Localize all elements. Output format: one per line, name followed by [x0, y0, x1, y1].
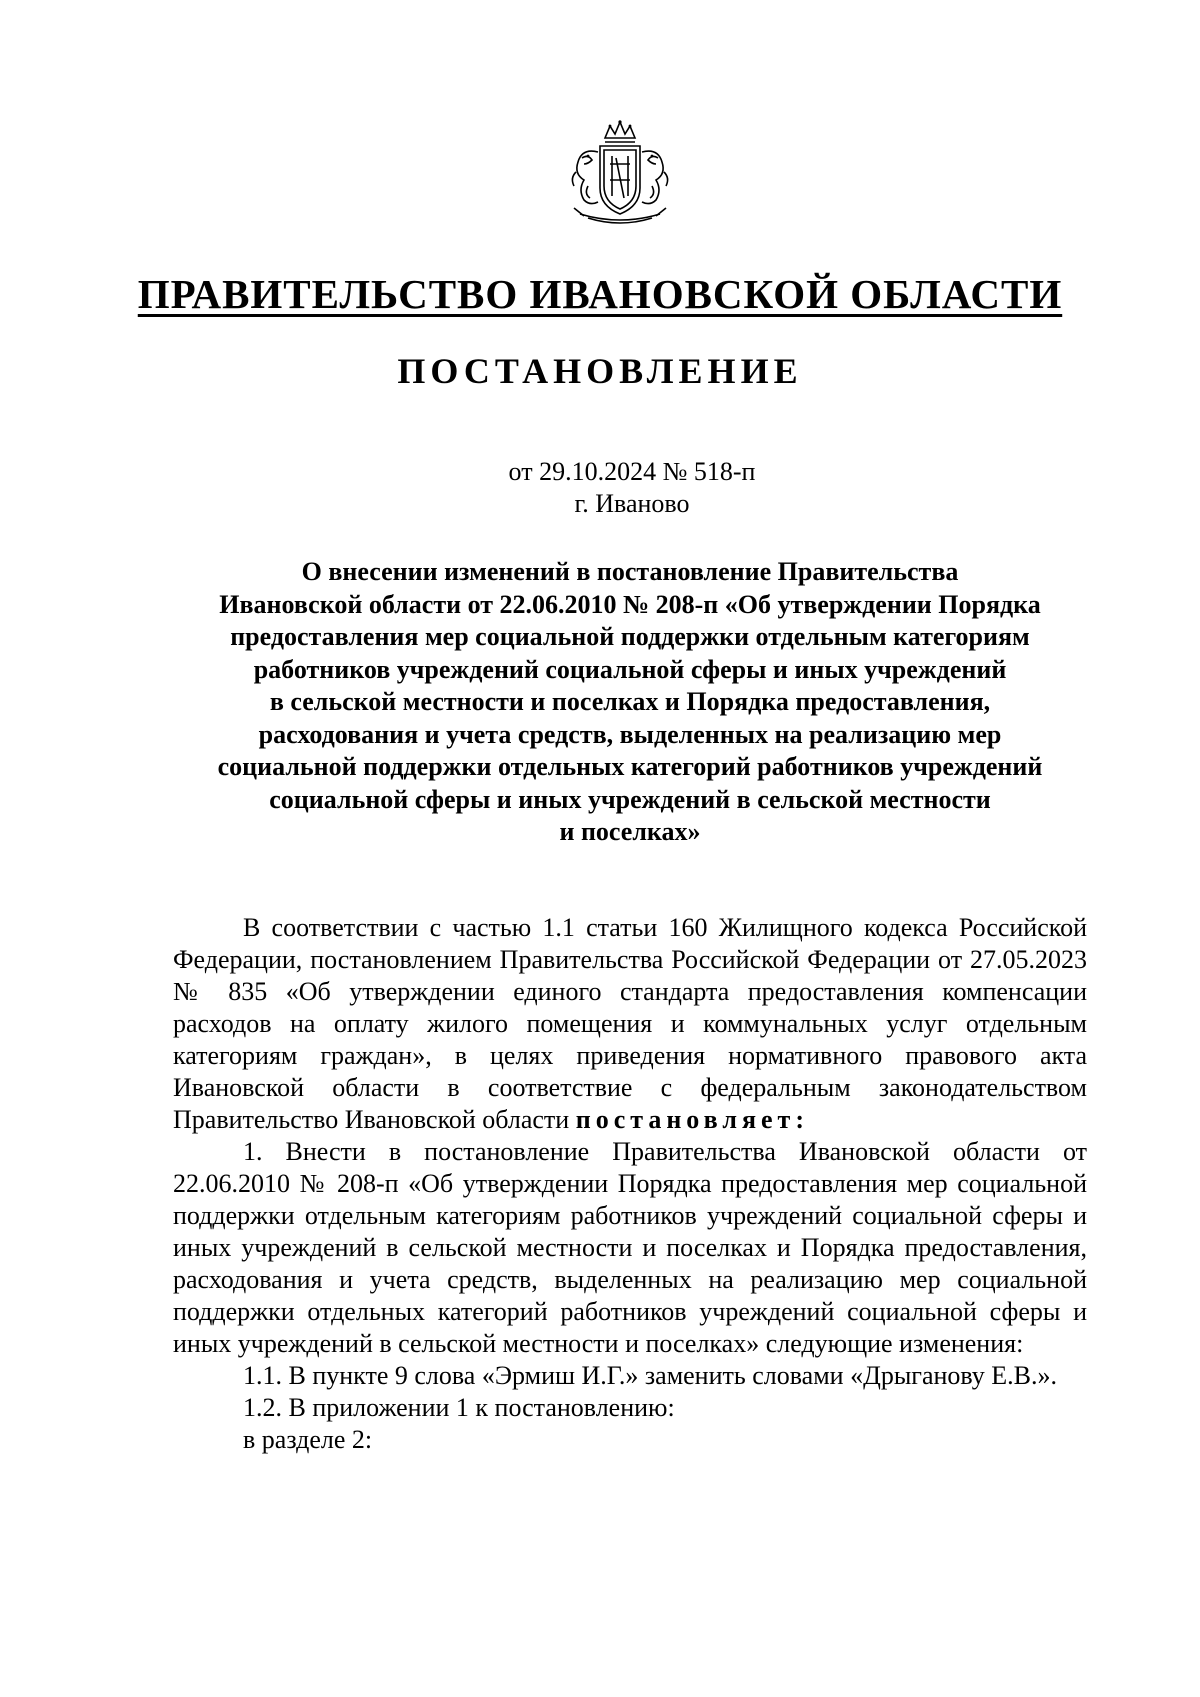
title-line: социальной сферы и иных учреждений в сельской местности: [269, 784, 991, 814]
title-line: работников учреждений социальной сферы и иных учреждений: [253, 654, 1007, 684]
document-title: [170, 556, 1090, 849]
document-body: [173, 912, 1087, 1456]
document-meta: [0, 456, 1200, 520]
title-line: расходования и учета средств, выделенных на реализацию мер: [258, 719, 1002, 749]
title-line: предоставления мер социальной поддержки отдельным категориям: [230, 622, 1030, 651]
resolves-word: постановляет:: [575, 1105, 809, 1134]
title-line: социальной поддержки отдельных категорий работников учреждений: [217, 752, 1043, 781]
section-2: в разделе 2:: [243, 1425, 373, 1454]
date-number: от 29.10.2024 № 518-п: [508, 457, 756, 486]
item-1-1: 1.1. В пункте 9 слова «Эрмиш И.Г.» заменить словами «Дрыганову Е.В.».: [243, 1361, 1058, 1390]
preamble-text: В соответствии с частью 1.1 статьи 160 Жилищного кодекса Российской Федерации, постановлением Правительства Российской Федерации от 27.05.2023 № 835 «Об утверждении единого стандарта предоставления компенсации расходов на оплату жилого помещения и коммунальных услуг отдельным категориям граждан», в целях приведения нормативного правового акта Ивановской области в соответствие с федеральным законодательством Правительство Ивановской области: [173, 913, 1087, 1134]
organization-name: ПРАВИТЕЛЬСТВО ИВАНОВСКОЙ ОБЛАСТИ: [137, 271, 1063, 317]
title-line: в сельской местности и поселках и Порядка предоставления,: [269, 687, 991, 716]
item-1: 1. Внести в постановление Правительства Ивановской области от 22.06.2010 № 208-п «Об утверждении Порядка предоставления мер социальной поддержки отдельным категориям работников учреждений социальной сферы и иных учреждений в сельской местности и поселках и Порядка предоставления, расходования и учета средств, выделенных на реализацию мер социальной поддержки отдельных категорий работников учреждений социальной сферы и иных учреждений в сельской местности и поселках» следующие изменения:: [173, 1137, 1087, 1358]
organization-heading: [0, 270, 1200, 318]
coat-of-arms-icon: [560, 118, 680, 230]
title-line: и поселках»: [559, 817, 701, 846]
item-1-2: 1.2. В приложении 1 к постановлению:: [243, 1393, 675, 1422]
title-line: О внесении изменений в постановление Правительства: [301, 557, 959, 586]
preamble-paragraph: [173, 912, 1087, 1136]
city: г. Иваново: [574, 489, 690, 518]
title-line: Ивановской области от 22.06.2010 № 208-п «Об утверждении Порядка: [219, 589, 1041, 619]
document-type: ПОСТАНОВЛЕНИЕ: [397, 351, 803, 391]
